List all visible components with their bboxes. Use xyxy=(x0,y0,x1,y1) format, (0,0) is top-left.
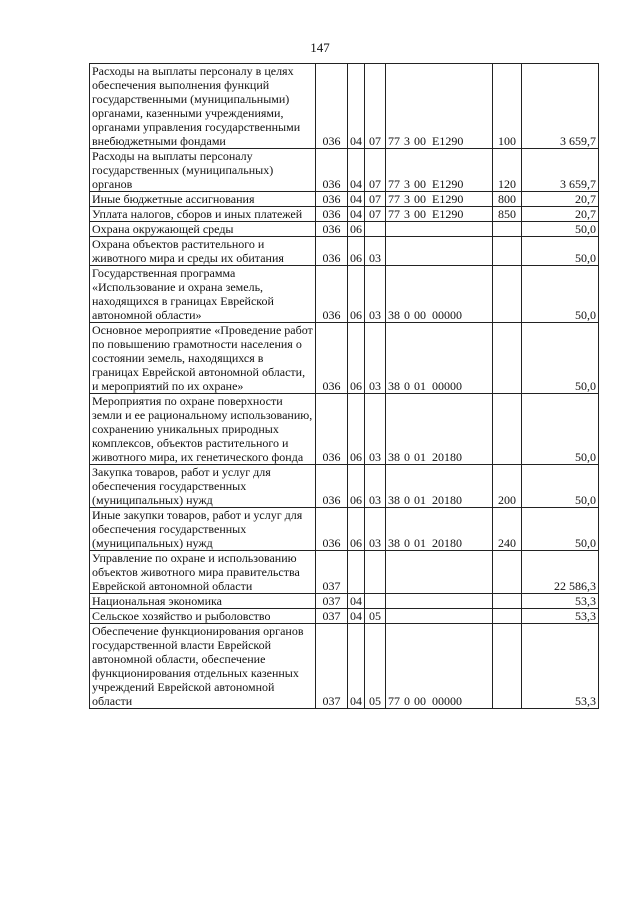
gl-code: 036 xyxy=(316,465,348,508)
csr-direction: 20180 xyxy=(432,450,462,464)
expense-type-code: 100 xyxy=(493,64,522,149)
gl-code: 036 xyxy=(316,149,348,192)
gl-code: 037 xyxy=(316,609,348,624)
csr-program: 77 xyxy=(388,694,400,708)
subsection-code xyxy=(365,551,386,594)
amount: 50,0 xyxy=(522,323,599,394)
expense-type-code xyxy=(493,594,522,609)
target-article-code xyxy=(386,237,493,266)
csr-direction: 00000 xyxy=(432,694,462,708)
expense-type-code xyxy=(493,237,522,266)
amount: 53,3 xyxy=(522,594,599,609)
expense-type-code: 240 xyxy=(493,508,522,551)
amount: 50,0 xyxy=(522,237,599,266)
csr-program: 38 xyxy=(388,379,400,393)
csr-event: 01 xyxy=(414,450,426,464)
csr-event: 00 xyxy=(414,177,426,191)
csr-subprogram: 0 xyxy=(404,536,410,550)
target-article-code xyxy=(386,624,493,709)
expense-type-code xyxy=(493,551,522,594)
section-code: 06 xyxy=(348,323,365,394)
csr-subprogram: 0 xyxy=(404,308,410,322)
target-article-code xyxy=(386,192,493,207)
csr-subprogram: 0 xyxy=(404,694,410,708)
csr-direction: 20180 xyxy=(432,493,462,507)
section-code: 04 xyxy=(348,149,365,192)
amount: 20,7 xyxy=(522,207,599,222)
table-row xyxy=(90,192,599,207)
csr-event: 00 xyxy=(414,694,426,708)
expense-name: Охрана окружающей среды xyxy=(90,222,316,237)
section-code xyxy=(348,551,365,594)
csr-program: 77 xyxy=(388,207,400,221)
expense-name: Закупка товаров, работ и услуг для обеспечения государственных (муниципальных) нужд xyxy=(90,465,316,508)
section-code: 06 xyxy=(348,266,365,323)
target-article-code xyxy=(386,508,493,551)
target-article-code xyxy=(386,609,493,624)
table-row xyxy=(90,465,599,508)
csr-event: 00 xyxy=(414,134,426,148)
table-row xyxy=(90,222,599,237)
expense-type-code xyxy=(493,222,522,237)
gl-code: 036 xyxy=(316,192,348,207)
csr-direction: 00000 xyxy=(432,308,462,322)
csr-direction: Е1290 xyxy=(432,207,464,221)
expense-type-code xyxy=(493,394,522,465)
csr-program: 77 xyxy=(388,134,400,148)
csr-program: 38 xyxy=(388,536,400,550)
expense-name: Расходы на выплаты персоналу в целях обеспечения выполнения функций государственными (муниципальными) органами, казенными учреждениями, органами управления государственными внебюджетными фондами xyxy=(90,64,316,149)
expense-name: Охрана объектов растительного и животного мира и среды их обитания xyxy=(90,237,316,266)
csr-event: 00 xyxy=(414,308,426,322)
csr-program: 38 xyxy=(388,493,400,507)
subsection-code: 03 xyxy=(365,266,386,323)
gl-code: 036 xyxy=(316,64,348,149)
expense-type-code xyxy=(493,624,522,709)
gl-code: 036 xyxy=(316,394,348,465)
amount: 20,7 xyxy=(522,192,599,207)
subsection-code: 07 xyxy=(365,192,386,207)
target-article-code xyxy=(386,594,493,609)
amount: 22 586,3 xyxy=(522,551,599,594)
target-article-code xyxy=(386,222,493,237)
gl-code: 036 xyxy=(316,207,348,222)
expense-name: Иные бюджетные ассигнования xyxy=(90,192,316,207)
csr-direction: 20180 xyxy=(432,536,462,550)
table-row xyxy=(90,394,599,465)
section-code: 04 xyxy=(348,192,365,207)
expense-name: Сельское хозяйство и рыболовство xyxy=(90,609,316,624)
expense-name: Мероприятия по охране поверхности земли и ее рациональному использованию, сохранению уникальных природных комплексов, объектов растительного и животного мира, их генетического фонда xyxy=(90,394,316,465)
csr-direction: Е1290 xyxy=(432,134,464,148)
table-row xyxy=(90,207,599,222)
section-code: 06 xyxy=(348,465,365,508)
table-row xyxy=(90,64,599,149)
expense-name: Национальная экономика xyxy=(90,594,316,609)
gl-code: 036 xyxy=(316,266,348,323)
csr-subprogram: 0 xyxy=(404,493,410,507)
csr-subprogram: 0 xyxy=(404,379,410,393)
section-code: 04 xyxy=(348,624,365,709)
expense-name: Иные закупки товаров, работ и услуг для обеспечения государственных (муниципальных) нужд xyxy=(90,508,316,551)
csr-event: 01 xyxy=(414,536,426,550)
table-row xyxy=(90,323,599,394)
csr-program: 77 xyxy=(388,177,400,191)
csr-subprogram: 3 xyxy=(404,192,410,206)
subsection-code: 05 xyxy=(365,609,386,624)
target-article-code xyxy=(386,323,493,394)
csr-event: 01 xyxy=(414,379,426,393)
amount: 50,0 xyxy=(522,508,599,551)
expense-name: Основное мероприятие «Проведение работ по повышению грамотности населения о состоянии земель, находящихся в границах Еврейской автономной области, и мероприятий по их охране» xyxy=(90,323,316,394)
table-row xyxy=(90,149,599,192)
section-code: 04 xyxy=(348,594,365,609)
csr-direction: Е1290 xyxy=(432,192,464,206)
csr-event: 00 xyxy=(414,207,426,221)
section-code: 04 xyxy=(348,609,365,624)
subsection-code: 05 xyxy=(365,624,386,709)
amount: 50,0 xyxy=(522,222,599,237)
section-code: 04 xyxy=(348,64,365,149)
subsection-code: 03 xyxy=(365,508,386,551)
table-row xyxy=(90,624,599,709)
gl-code: 036 xyxy=(316,222,348,237)
expense-type-code: 800 xyxy=(493,192,522,207)
csr-subprogram: 3 xyxy=(404,207,410,221)
csr-program: 77 xyxy=(388,192,400,206)
expense-name: Расходы на выплаты персоналу государственных (муниципальных) органов xyxy=(90,149,316,192)
expense-name: Обеспечение функционирования органов государственной власти Еврейской автономной области, обеспечение функционирования отдельных казенных учреждений Еврейской автономной области xyxy=(90,624,316,709)
target-article-code xyxy=(386,64,493,149)
gl-code: 037 xyxy=(316,551,348,594)
expense-type-code: 850 xyxy=(493,207,522,222)
amount: 53,3 xyxy=(522,609,599,624)
table-row xyxy=(90,237,599,266)
expense-name: Государственная программа «Использование и охрана земель, находящихся в границах Еврейской автономной области» xyxy=(90,266,316,323)
amount: 50,0 xyxy=(522,465,599,508)
section-code: 06 xyxy=(348,237,365,266)
gl-code: 036 xyxy=(316,237,348,266)
expense-name: Уплата налогов, сборов и иных платежей xyxy=(90,207,316,222)
subsection-code: 03 xyxy=(365,323,386,394)
target-article-code xyxy=(386,207,493,222)
section-code: 06 xyxy=(348,222,365,237)
expense-type-code: 200 xyxy=(493,465,522,508)
table-row xyxy=(90,508,599,551)
amount: 53,3 xyxy=(522,624,599,709)
section-code: 06 xyxy=(348,394,365,465)
subsection-code: 07 xyxy=(365,64,386,149)
expense-type-code: 120 xyxy=(493,149,522,192)
target-article-code xyxy=(386,465,493,508)
csr-program: 38 xyxy=(388,308,400,322)
table-row xyxy=(90,594,599,609)
csr-direction: Е1290 xyxy=(432,177,464,191)
csr-subprogram: 0 xyxy=(404,450,410,464)
csr-subprogram: 3 xyxy=(404,134,410,148)
expense-name: Управление по охране и использованию объектов животного мира правительства Еврейской автономной области xyxy=(90,551,316,594)
csr-direction: 00000 xyxy=(432,379,462,393)
gl-code: 037 xyxy=(316,624,348,709)
expense-type-code xyxy=(493,323,522,394)
table-row xyxy=(90,551,599,594)
subsection-code: 07 xyxy=(365,149,386,192)
subsection-code: 03 xyxy=(365,237,386,266)
csr-event: 01 xyxy=(414,493,426,507)
gl-code: 036 xyxy=(316,323,348,394)
target-article-code xyxy=(386,394,493,465)
page-number: 147 xyxy=(310,40,330,55)
section-code: 06 xyxy=(348,508,365,551)
amount: 50,0 xyxy=(522,266,599,323)
csr-program: 38 xyxy=(388,450,400,464)
section-code: 04 xyxy=(348,207,365,222)
amount: 3 659,7 xyxy=(522,149,599,192)
expense-type-code xyxy=(493,609,522,624)
expense-type-code xyxy=(493,266,522,323)
table-row xyxy=(90,266,599,323)
target-article-code xyxy=(386,551,493,594)
csr-event: 00 xyxy=(414,192,426,206)
amount: 50,0 xyxy=(522,394,599,465)
subsection-code: 03 xyxy=(365,394,386,465)
gl-code: 037 xyxy=(316,594,348,609)
subsection-code: 07 xyxy=(365,207,386,222)
amount: 3 659,7 xyxy=(522,64,599,149)
budget-table xyxy=(89,63,599,709)
csr-subprogram: 3 xyxy=(404,177,410,191)
subsection-code: 03 xyxy=(365,465,386,508)
subsection-code xyxy=(365,594,386,609)
target-article-code xyxy=(386,149,493,192)
subsection-code xyxy=(365,222,386,237)
target-article-code xyxy=(386,266,493,323)
gl-code: 036 xyxy=(316,508,348,551)
table-row xyxy=(90,609,599,624)
